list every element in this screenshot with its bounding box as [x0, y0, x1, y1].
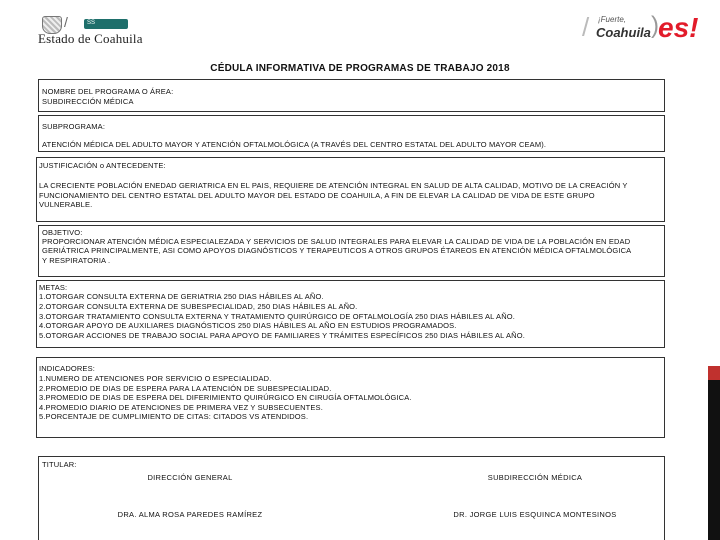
objetivo-label: OBJETIVO: — [42, 228, 83, 237]
justificacion-box — [36, 157, 665, 222]
logo-divider: / — [64, 14, 68, 30]
meta-item: 3.OTORGAR TRATAMIENTO CONSULTA EXTERNA Y TRATAMIENTO QUIRÚRGICO DE OFTALMOLOGÍA 250 DIAS HÁBILES AL AÑO. — [39, 312, 515, 321]
signature-name-left: DRA. ALMA ROSA PAREDES RAMÍREZ — [117, 510, 263, 519]
indicador-item: 3.PROMEDIO DE DIAS DE ESPERA DEL DIFERIMIENTO QUIRÚRGICO EN CIRUGÍA OFTALMOLÓGICA. — [39, 393, 412, 402]
subprograma-label: SUBPROGRAMA: — [42, 122, 106, 131]
objetivo-line: PROPORCIONAR ATENCIÓN MÉDICA ESPECIALEZADA Y SERVICIOS DE SALUD INTEGRALES PARA ELEVAR LA CALIDAD DE VIDA DE LA POBLACIÓN EN EDAD — [42, 237, 631, 246]
logo-bracket: ) — [651, 12, 659, 39]
side-accent-red — [708, 366, 720, 380]
subprograma-value: ATENCIÓN MÉDICA DEL ADULTO MAYOR Y ATENCIÓN OFTALMOLÓGICA (A TRAVÉS DEL CENTRO ESTATAL DEL ADULTO MAYOR CEAM). — [42, 140, 547, 149]
programa-label: NOMBRE DEL PROGRAMA O ÁREA: — [42, 87, 174, 96]
indicador-item: 1.NUMERO DE ATENCIONES POR SERVICIO O ESPECIALIDAD. — [39, 374, 272, 383]
meta-item: 1.OTORGAR CONSULTA EXTERNA DE GERIATRIA 250 DIAS HÁBILES AL AÑO. — [39, 292, 324, 301]
objetivo-line: GERIÁTRICA PRINCIPALMENTE, ASI COMO APOYOS DIAGNÓSTICOS Y TERAPEUTICOS A OTROS GRUPOS ÉTAREOS EN ATENCIÓN MÉDICA OFTALMOLÓGICA — [42, 246, 632, 255]
metas-box — [36, 280, 665, 348]
page-title: CÉDULA INFORMATIVA DE PROGRAMAS DE TRABAJO 2018 — [210, 63, 510, 74]
objetivo-line: Y RESPIRATORIA . — [42, 256, 111, 265]
signature-area-left: DIRECCIÓN GENERAL — [147, 473, 233, 482]
signature-area-right: SUBDIRECCIÓN MÉDICA — [487, 473, 583, 482]
subprograma-box — [38, 115, 665, 152]
logo-small-text: ¡Fuerte, — [598, 15, 627, 24]
objetivo-box — [38, 225, 665, 277]
metas-label: METAS: — [39, 283, 68, 292]
logo-slash: / — [582, 12, 590, 42]
indicador-item: 5.PORCENTAJE DE CUMPLIMIENTO DE CITAS: CITADOS VS ATENDIDOS. — [39, 412, 309, 421]
estado-logo-text: Estado de Coahuila — [38, 31, 143, 46]
programa-value: SUBDIRECCIÓN MÉDICA — [42, 97, 134, 106]
side-accent-bar — [708, 380, 720, 540]
indicador-item: 2.PROMEDIO DE DIAS DE ESPERA PARA LA ATENCIÓN DE SUBESPECIALIDAD. — [39, 384, 332, 393]
justificacion-line: LA CRECIENTE POBLACIÓN ENEDAD GERIATRICA EN EL PAIS, REQUIERE DE ATENCIÓN INTEGRAL EN SALUD DE ALTA CALIDAD, MOTIVO DE LA CREACIÓN Y — [39, 181, 628, 190]
meta-item: 4.OTORGAR APOYO DE AUXILIARES DIAGNÓSTICOS 250 DIAS HÁBILES AL AÑO EN ESTUDIOS PROGRAMADOS. — [39, 321, 457, 330]
indicador-item: 4.PROMEDIO DIARIO DE ATENCIONES DE PRIMERA VEZ Y SUBSECUENTES. — [39, 403, 323, 412]
signature-name-right: DR. JORGE LUIS ESQUINCA MONTESINOS — [453, 510, 617, 519]
justificacion-label: JUSTIFICACIÓN o ANTECEDENTE: — [39, 161, 166, 170]
meta-item: 2.OTORGAR CONSULTA EXTERNA DE SUBESPECIALIDAD, 250 DIAS HÁBILES AL AÑO. — [39, 302, 358, 311]
programa-box — [38, 79, 665, 112]
logo-main-text: Coahuila — [596, 25, 651, 40]
meta-item: 5.OTORGAR ACCIONES DE TRABAJO SOCIAL PARA APOYO DE FAMILIARES Y TRÁMITES ESPECÍFICOS 250 DIAS HÁBILES AL AÑO. — [39, 331, 525, 340]
logo-accent-text: es! — [658, 12, 699, 43]
estado-coahuila-logo — [38, 14, 148, 46]
indicadores-box — [36, 357, 665, 438]
indicadores-label: INDICADORES: — [39, 364, 95, 373]
fuerte-coahuila-logo — [578, 12, 699, 46]
justificacion-line: FUNCIONAMIENTO DEL CENTRO ESTATAL DEL ADULTO MAYOR DEL ESTADO DE COAHUILA, A FIN DE ELEVAR LA CALIDAD DE VIDA DE ESTE GRUPO — [39, 191, 595, 200]
titular-label: TITULAR: — [42, 460, 77, 469]
titular-box — [38, 456, 665, 540]
justificacion-line: VULNERABLE. — [39, 200, 93, 209]
health-secretariat-badge: SS — [84, 19, 128, 29]
